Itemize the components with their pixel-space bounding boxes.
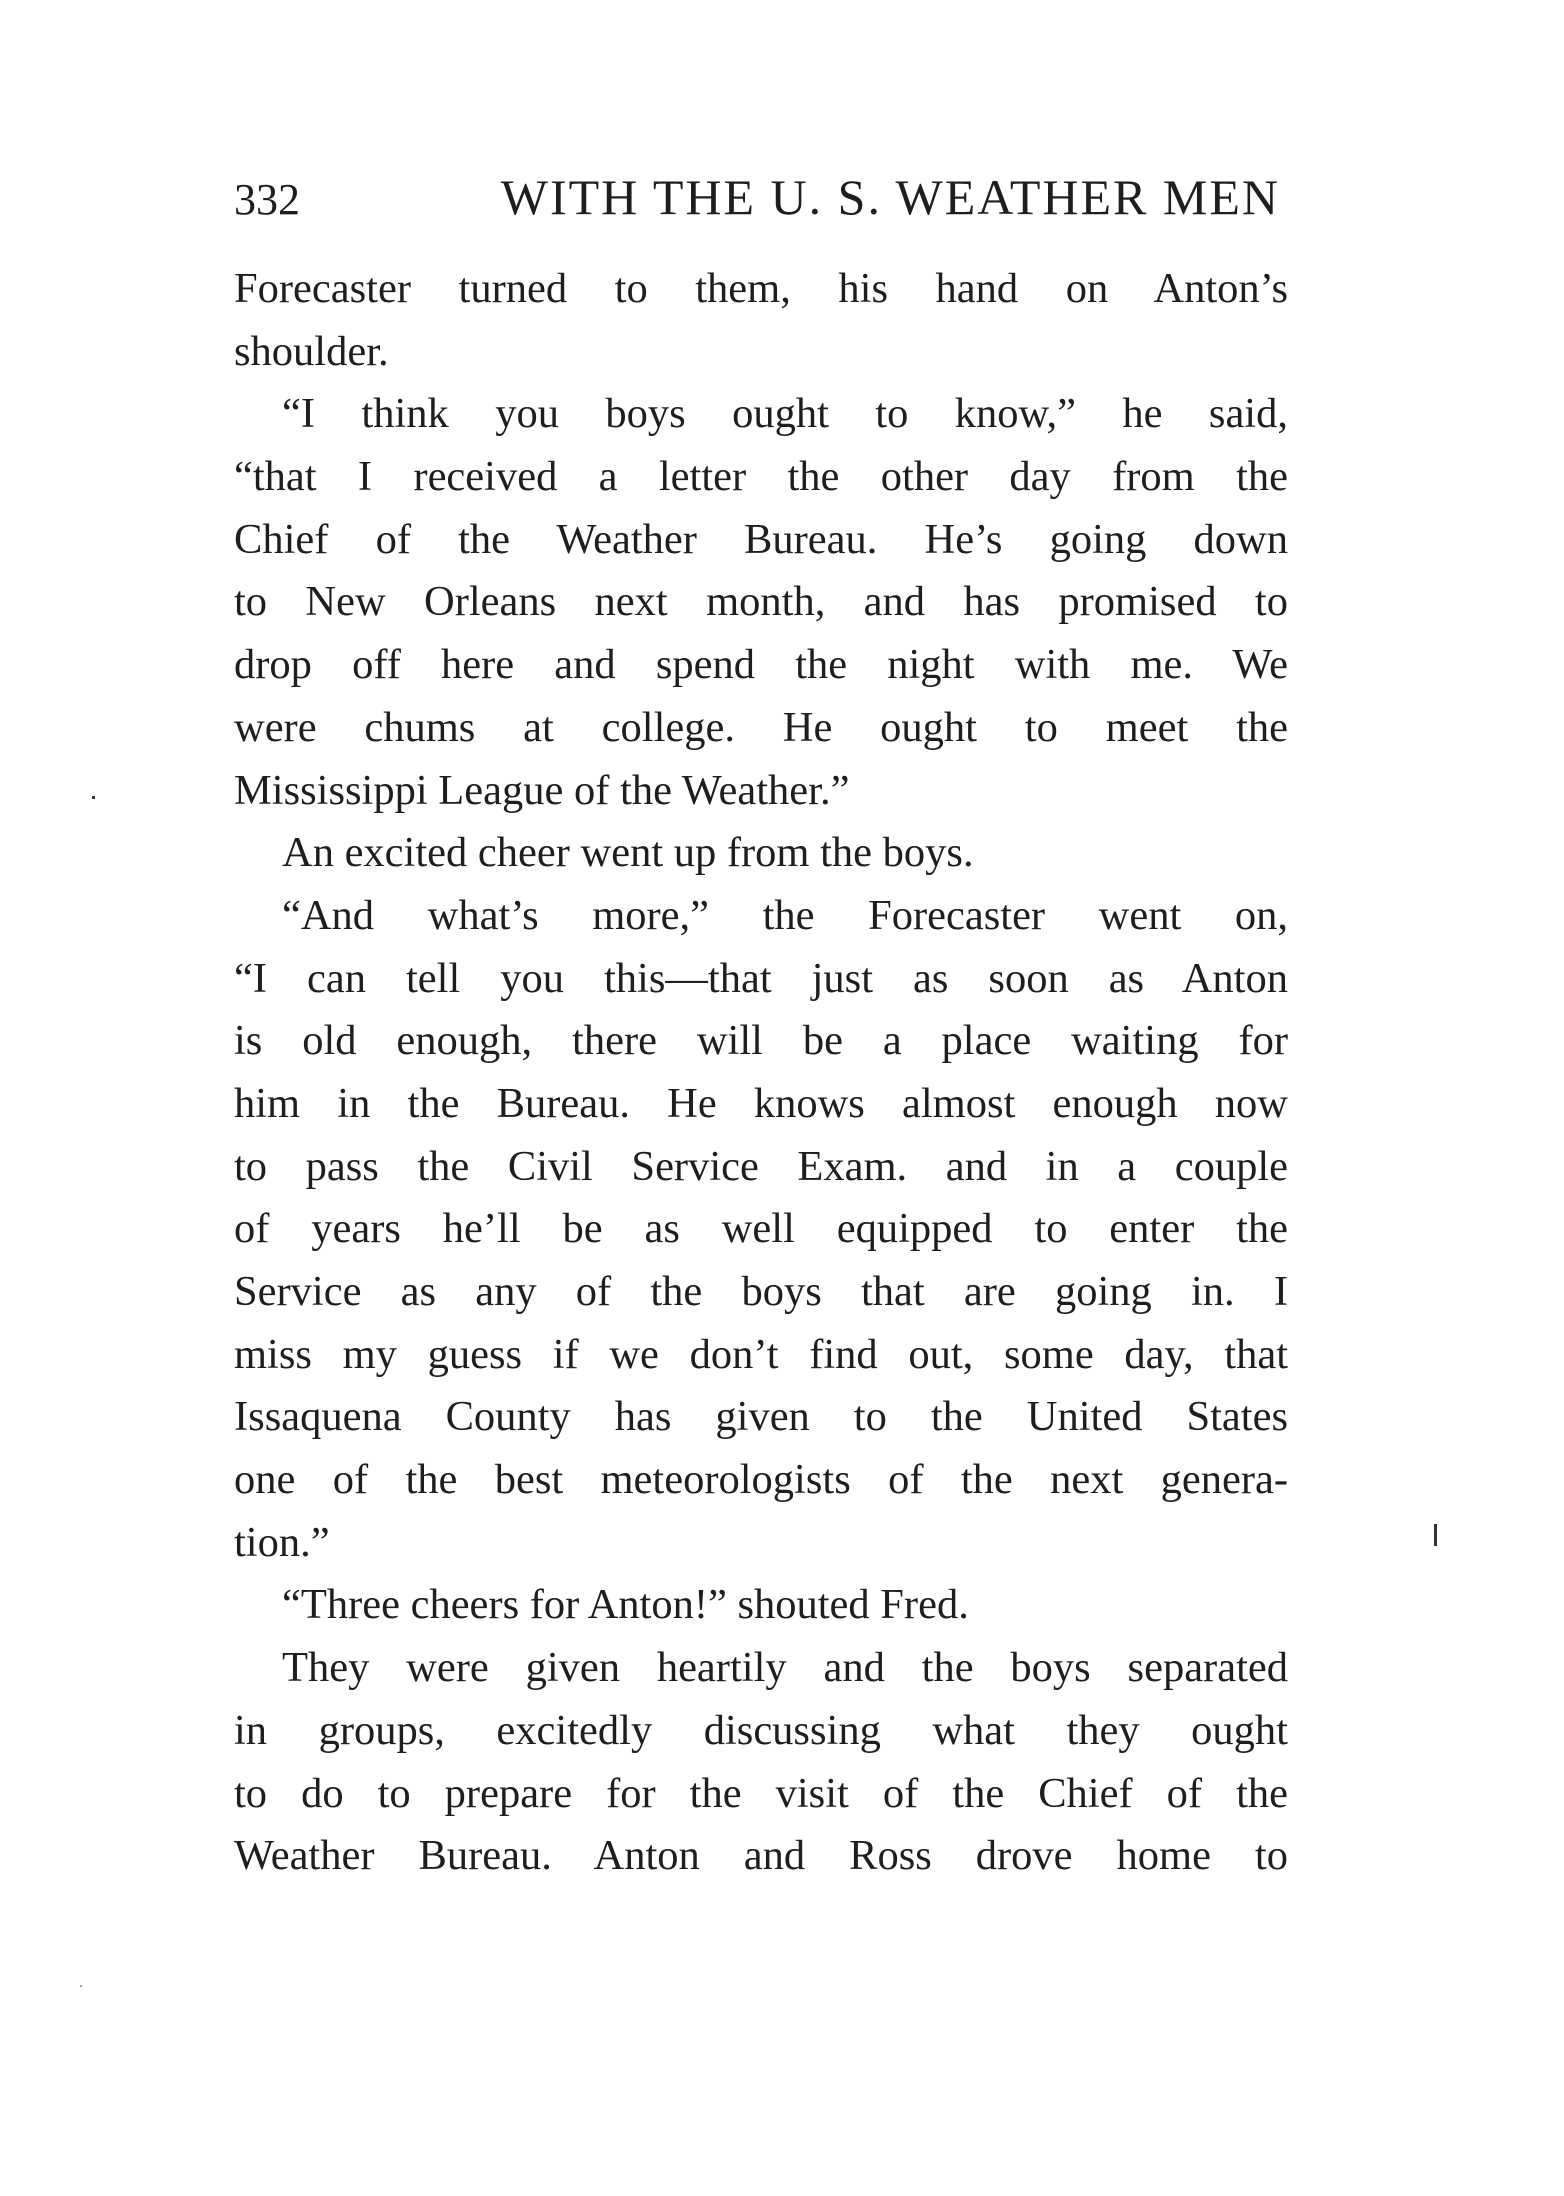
scan-speck [1434,1524,1437,1546]
text-line: one of the best meteorologists of the next genera- [234,1456,1288,1504]
text-line: “And what’s more,” the Forecaster went on, [282,891,1288,939]
text-line: shoulder. [234,327,389,375]
text-line: in groups, excitedly discussing what they ought [234,1706,1288,1754]
text-line: Mississippi League of the Weather.” [234,766,850,814]
text-line: were chums at college. He ought to meet the [234,703,1288,751]
text-line: him in the Bureau. He knows almost enough now [234,1079,1288,1127]
text-line: They were given heartily and the boys separated [282,1644,1288,1692]
text-line: to New Orleans next month, and has promised to [234,578,1288,626]
text-line: Issaquena County has given to the United States [234,1393,1288,1441]
text-line: to pass the Civil Service Exam. and in a couple [234,1142,1288,1190]
text-line: “that I received a letter the other day from the [234,453,1288,501]
page-number: 332 [234,175,300,224]
body-text [234,258,1288,1888]
scan-speck [80,1985,82,1987]
text-line: of years he’ll be as well equipped to enter the [234,1205,1288,1253]
text-line: Forecaster turned to them, his hand on Anton’s [234,265,1288,312]
running-title: WITH THE U. S. WEATHER MEN [500,169,1280,225]
text-line: “Three cheers for Anton!” shouted Fred. [282,1581,969,1629]
text-line: is old enough, there will be a place waiting for [234,1017,1288,1065]
scan-speck [92,796,95,799]
text-line: “I can tell you this—that just as soon as Anton [234,954,1288,1002]
text-line: Chief of the Weather Bureau. He’s going down [234,515,1288,563]
text-line: “I think you boys ought to know,” he said, [282,390,1288,438]
text-line: Weather Bureau. Anton and Ross drove home to [234,1832,1288,1880]
running-head [234,162,1280,232]
text-line: tion.” [234,1518,330,1566]
text-line: Service as any of the boys that are going in. I [234,1268,1288,1315]
text-line: miss my guess if we don’t find out, some day, that [234,1330,1288,1378]
text-line: to do to prepare for the visit of the Chief of the [234,1769,1288,1817]
text-line: An excited cheer went up from the boys. [282,829,974,877]
text-line: drop off here and spend the night with me. We [234,641,1288,689]
